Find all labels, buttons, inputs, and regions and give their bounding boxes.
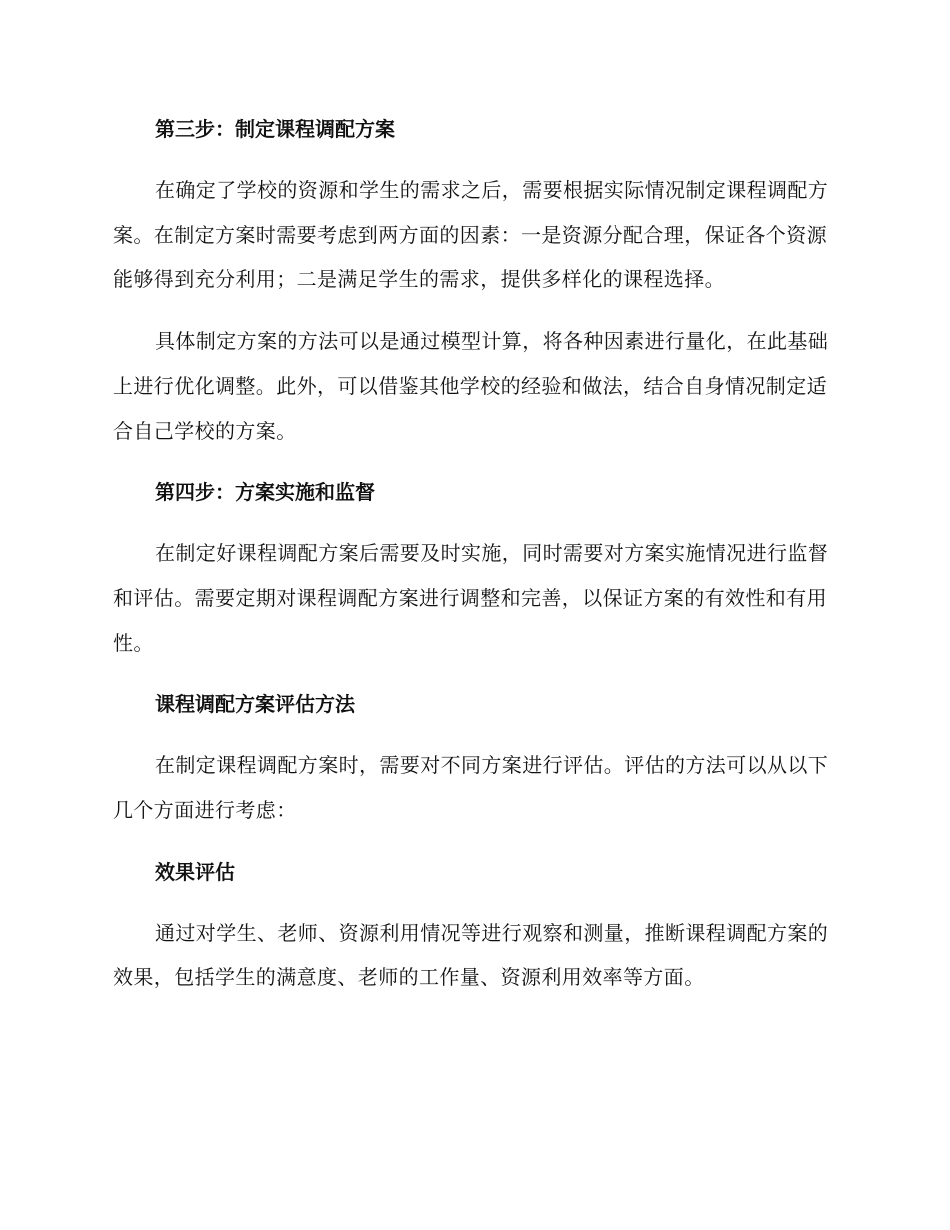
section-heading-step-3: 第三步：制定课程调配方案 (155, 117, 395, 141)
paragraph-step-4: 在制定好课程调配方案后需要及时实施，同时需要对方案实施情况进行监督和评估。需要定期对课程调配方案进行调整和完善，以保证方案的有效性和有用性。 (113, 541, 829, 655)
section-heading-effect-evaluation: 效果评估 (155, 859, 235, 884)
section-heading-evaluation-methods: 课程调配方案评估方法 (155, 692, 355, 717)
paragraph-step-3-intro: 在确定了学校的资源和学生的需求之后，需要根据实际情况制定课程调配方案。在制定方案时需要考虑到两方面的因素：一是资源分配合理，保证各个资源能够得到充分利用；二是满足学生的需求，提供多样化的课程选择。 (113, 178, 829, 292)
section-heading-step-4: 第四步：方案实施和监督 (155, 480, 375, 505)
document-body (113, 107, 835, 1017)
paragraph-step-3-method: 具体制定方案的方法可以是通过模型计算，将各种因素进行量化，在此基础上进行优化调整。此外，可以借鉴其他学校的经验和做法，结合自身情况制定适合自己学校的方案。 (113, 329, 829, 443)
paragraph-evaluation-methods: 在制定课程调配方案时，需要对不同方案进行评估。评估的方法可以从以下几个方面进行考虑： (113, 753, 829, 823)
paragraph-effect-evaluation: 通过对学生、老师、资源利用情况等进行观察和测量，推断课程调配方案的效果，包括学生的满意度、老师的工作量、资源利用效率等方面。 (113, 920, 829, 990)
